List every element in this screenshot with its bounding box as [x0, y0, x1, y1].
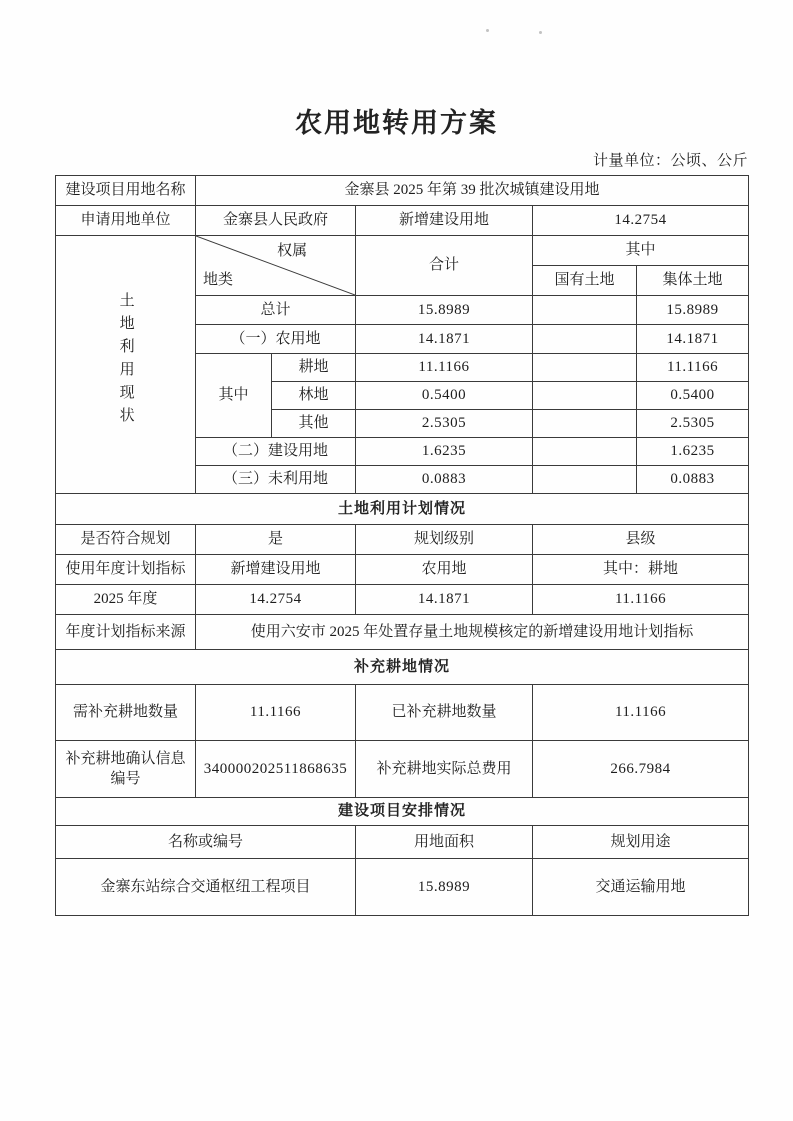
row-label: 其他	[272, 410, 356, 438]
done-supplement-label: 已补充耕地数量	[356, 685, 533, 741]
among-column-header: 其中	[533, 236, 749, 266]
state-land-value	[533, 466, 637, 494]
plan-level-label: 规划级别	[356, 525, 533, 555]
diagonal-bottom-label: 地类	[203, 271, 234, 288]
project-use-column-header: 规划用途	[533, 826, 749, 859]
table-row	[56, 650, 749, 685]
collective-land-value: 11.1166	[637, 354, 749, 382]
land-conversion-form-table	[55, 175, 749, 916]
new-construction-value: 14.2754	[533, 206, 749, 236]
applicant-value: 金寨县人民政府	[196, 206, 356, 236]
collective-land-value: 0.0883	[637, 466, 749, 494]
row-label: （二）建设用地	[196, 438, 356, 466]
project-name-column-header: 名称或编号	[56, 826, 356, 859]
among-group-label: 其中	[196, 354, 272, 438]
scan-speck	[486, 29, 489, 32]
state-land-value	[533, 354, 637, 382]
row-label: 总计	[196, 296, 356, 325]
indicator-col2: 农用地	[356, 555, 533, 585]
row-label: 耕地	[272, 354, 356, 382]
scan-speck	[539, 31, 542, 34]
plan-level-value: 县级	[533, 525, 749, 555]
collective-land-column-header: 集体土地	[637, 266, 749, 296]
project-use-cell: 交通运输用地	[533, 859, 749, 916]
project-area-cell: 15.8989	[356, 859, 533, 916]
plan-status-section-title: 土地利用计划情况	[56, 494, 749, 525]
confirm-number-value: 340000202511868635	[196, 741, 356, 798]
table-row	[56, 826, 749, 859]
total-value: 1.6235	[356, 438, 533, 466]
year-agricultural-value: 14.1871	[356, 585, 533, 615]
indicator-col1: 新增建设用地	[196, 555, 356, 585]
supplement-section-title: 补充耕地情况	[56, 650, 749, 685]
confirm-number-label: 补充耕地确认信息编号	[56, 741, 196, 798]
fee-label: 补充耕地实际总费用	[356, 741, 533, 798]
collective-land-value: 0.5400	[637, 382, 749, 410]
total-value: 0.0883	[356, 466, 533, 494]
diagonal-top-label: 权属	[277, 243, 308, 259]
table-row	[56, 176, 749, 206]
current-land-use-side-label	[56, 236, 196, 494]
project-name-value: 金寨县 2025 年第 39 批次城镇建设用地	[196, 176, 749, 206]
total-value: 14.1871	[356, 325, 533, 354]
table-row	[56, 236, 749, 266]
table-row	[56, 798, 749, 826]
total-column-header: 合计	[356, 236, 533, 296]
indicator-source-label: 年度计划指标来源	[56, 615, 196, 650]
row-label: （一）农用地	[196, 325, 356, 354]
table-row	[56, 859, 749, 916]
project-section-title: 建设项目安排情况	[56, 798, 749, 826]
project-area-column-header: 用地面积	[356, 826, 533, 859]
state-land-column-header: 国有土地	[533, 266, 637, 296]
indicator-col3: 其中：耕地	[533, 555, 749, 585]
total-value: 11.1166	[356, 354, 533, 382]
diagonal-header-cell	[196, 236, 356, 296]
done-supplement-value: 11.1166	[533, 685, 749, 741]
collective-land-value: 14.1871	[637, 325, 749, 354]
total-value: 0.5400	[356, 382, 533, 410]
table-row	[56, 206, 749, 236]
project-name-label: 建设项目用地名称	[56, 176, 196, 206]
total-value: 15.8989	[356, 296, 533, 325]
applicant-label: 申请用地单位	[56, 206, 196, 236]
indicator-source-value: 使用六安市 2025 年处置存量土地规模核定的新增建设用地计划指标	[196, 615, 749, 650]
total-value: 2.5305	[356, 410, 533, 438]
need-supplement-label: 需补充耕地数量	[56, 685, 196, 741]
fee-value: 266.7984	[533, 741, 749, 798]
collective-land-value: 1.6235	[637, 438, 749, 466]
need-supplement-value: 11.1166	[196, 685, 356, 741]
table-row	[56, 741, 749, 798]
state-land-value	[533, 410, 637, 438]
table-row	[56, 685, 749, 741]
conform-label: 是否符合规划	[56, 525, 196, 555]
year-label: 2025 年度	[56, 585, 196, 615]
collective-land-value: 2.5305	[637, 410, 749, 438]
document-title: 农用地转用方案	[295, 108, 498, 138]
row-label: 林地	[272, 382, 356, 410]
table-row	[56, 585, 749, 615]
measurement-unit-note: 计量单位：公顷、公斤	[592, 153, 748, 169]
table-row	[56, 525, 749, 555]
state-land-value	[533, 325, 637, 354]
vertical-label: 土地利用现状	[117, 292, 134, 431]
year-new-construction-value: 14.2754	[196, 585, 356, 615]
conform-value: 是	[196, 525, 356, 555]
project-name-cell: 金寨东站综合交通枢纽工程项目	[56, 859, 356, 916]
indicator-label: 使用年度计划指标	[56, 555, 196, 585]
state-land-value	[533, 438, 637, 466]
state-land-value	[533, 382, 637, 410]
table-row	[56, 615, 749, 650]
year-cultivated-value: 11.1166	[533, 585, 749, 615]
collective-land-value: 15.8989	[637, 296, 749, 325]
new-construction-label: 新增建设用地	[356, 206, 533, 236]
table-row	[56, 494, 749, 525]
state-land-value	[533, 296, 637, 325]
table-row	[56, 555, 749, 585]
row-label: （三）未利用地	[196, 466, 356, 494]
